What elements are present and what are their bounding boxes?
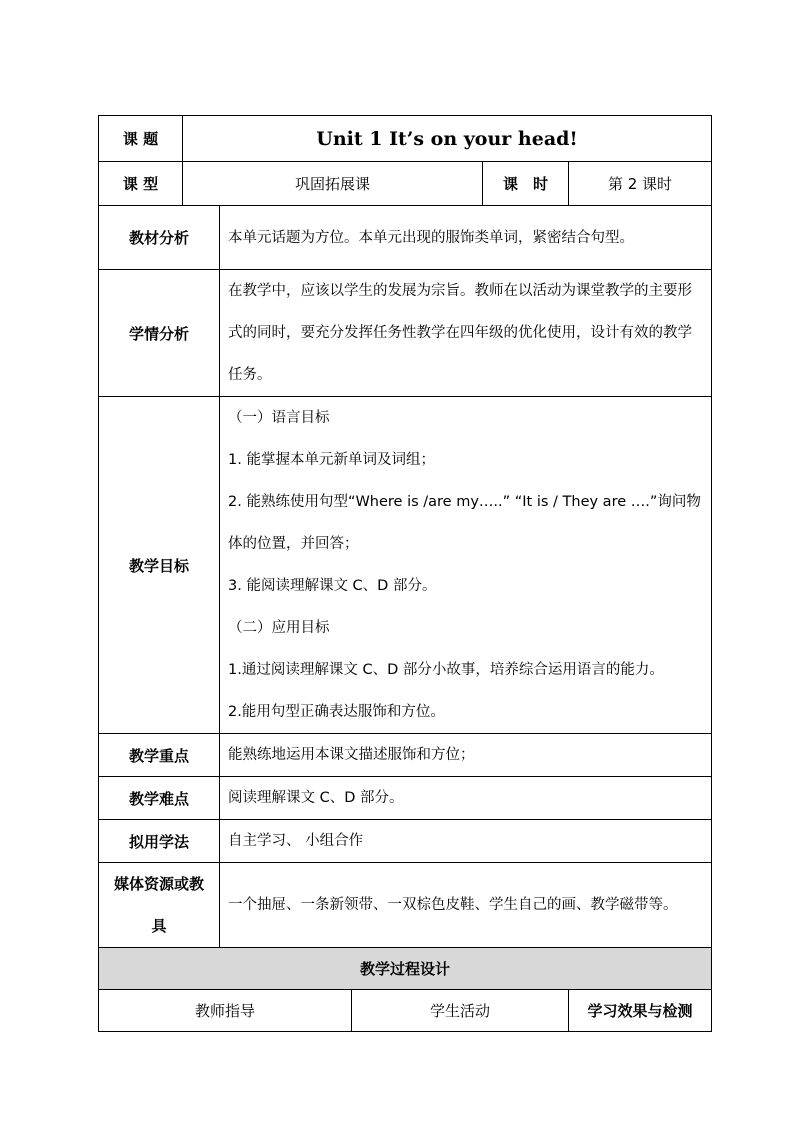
media-row bbox=[99, 863, 712, 948]
goals-label: 教学目标 bbox=[99, 397, 220, 734]
material-row bbox=[99, 206, 712, 270]
media-text: 一个抽屉、一条新领带、一双棕色皮鞋、学生自己的画、教学磁带等。 bbox=[220, 863, 712, 948]
learner-row bbox=[99, 270, 712, 397]
method-text: 自主学习、 小组合作 bbox=[220, 820, 712, 863]
col-check: 学习效果与检测 bbox=[569, 990, 712, 1032]
difficulty-text: 阅读理解课文 C、D 部分。 bbox=[220, 777, 712, 820]
goal-line: （一）语言目标 bbox=[228, 410, 330, 426]
material-text: 本单元话题为方位。本单元出现的服饰类单词，紧密结合句型。 bbox=[220, 206, 712, 270]
col-student: 学生活动 bbox=[352, 990, 569, 1032]
learner-label: 学情分析 bbox=[99, 270, 220, 397]
topic-label: 课 题 bbox=[99, 116, 183, 162]
method-row bbox=[99, 820, 712, 863]
col-teacher: 教师指导 bbox=[99, 990, 352, 1032]
type-row bbox=[99, 162, 712, 206]
material-label: 教材分析 bbox=[99, 206, 220, 270]
learner-text: 在教学中，应该以学生的发展为宗旨。教师在以活动为课堂教学的主要形式的同时，要充分发挥任务性教学在四年级的优化使用，设计有效的教学任务。 bbox=[220, 270, 712, 397]
method-label: 拟用学法 bbox=[99, 820, 220, 863]
goal-line: 1. 能掌握本单元新单词及词组； bbox=[228, 452, 435, 468]
type-label: 课 型 bbox=[99, 162, 183, 206]
period-value: 第 2 课时 bbox=[569, 162, 712, 206]
difficulty-row bbox=[99, 777, 712, 820]
process-header-row bbox=[99, 990, 712, 1032]
media-label: 媒体资源或教具 bbox=[99, 863, 220, 948]
type-value: 巩固拓展课 bbox=[183, 162, 483, 206]
period-label: 课 时 bbox=[483, 162, 569, 206]
goals-list bbox=[220, 397, 712, 734]
goal-line: 2.能用句型正确表达服饰和方位。 bbox=[228, 704, 445, 720]
keypoint-label: 教学重点 bbox=[99, 734, 220, 777]
goal-line: 2. 能熟练使用句型“Where is /are my…..” “It is / They are ….”询问物体的位置，并回答； bbox=[228, 494, 701, 552]
topic-value: Unit 1 It’s on your head! bbox=[183, 116, 712, 162]
process-title: 教学过程设计 bbox=[99, 948, 712, 990]
difficulty-label: 教学难点 bbox=[99, 777, 220, 820]
keypoint-row bbox=[99, 734, 712, 777]
goals-row bbox=[99, 397, 712, 734]
lesson-plan-table bbox=[98, 115, 712, 1032]
goal-line: 3. 能阅读理解课文 C、D 部分。 bbox=[228, 578, 437, 594]
goal-line: （二）应用目标 bbox=[228, 620, 330, 636]
topic-row bbox=[99, 116, 712, 162]
process-title-row bbox=[99, 948, 712, 990]
goal-line: 1.通过阅读理解课文 C、D 部分小故事，培养综合运用语言的能力。 bbox=[228, 662, 664, 678]
keypoint-text: 能熟练地运用本课文描述服饰和方位； bbox=[220, 734, 712, 777]
